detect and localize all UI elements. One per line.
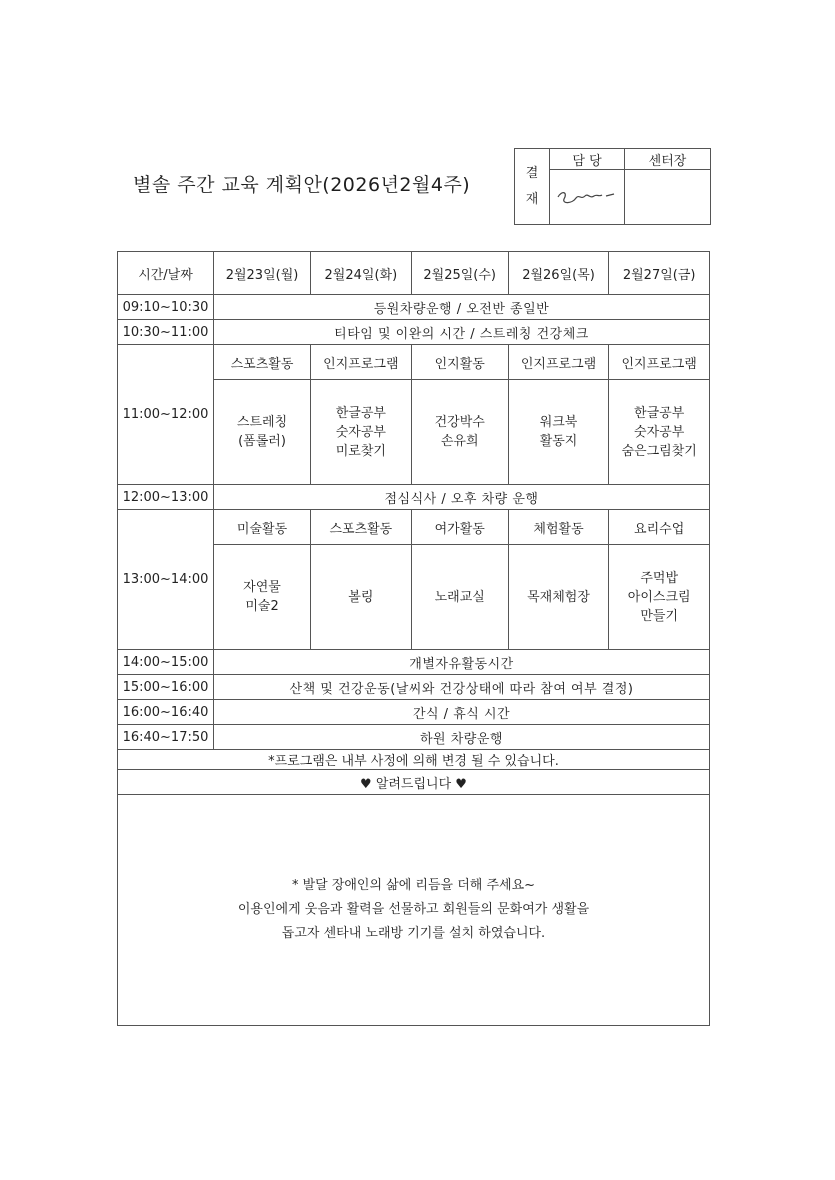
time-cell: 13:00~14:00 bbox=[118, 510, 214, 650]
time-cell: 16:40~17:50 bbox=[118, 725, 214, 750]
schedule-table bbox=[117, 251, 710, 1026]
approval-col-director: 센터장 bbox=[625, 149, 711, 170]
table-row bbox=[118, 725, 710, 750]
table-row bbox=[118, 675, 710, 700]
activity-row bbox=[118, 510, 710, 545]
detail-cell bbox=[214, 545, 311, 650]
detail-line: 건강박수 bbox=[434, 415, 485, 430]
schedule-cell: 티타임 및 이완의 시간 / 스트레칭 건강체크 bbox=[214, 320, 710, 345]
detail-cell bbox=[411, 545, 508, 650]
approval-box bbox=[514, 148, 711, 225]
notice-heading: ♥ 알려드립니다 ♥ bbox=[118, 770, 710, 795]
time-cell: 14:00~15:00 bbox=[118, 650, 214, 675]
notice-line: 돕고자 센타내 노래방 기기를 설치 하였습니다. bbox=[281, 926, 546, 941]
detail-line: 워크북 bbox=[539, 415, 578, 430]
header-day-thu: 2월26일(목) bbox=[508, 252, 609, 295]
detail-line: 목재체험장 bbox=[527, 589, 590, 605]
header-day-tue: 2월24일(화) bbox=[311, 252, 412, 295]
time-cell: 16:00~16:40 bbox=[118, 700, 214, 725]
activity-row bbox=[118, 345, 710, 380]
activity-cell: 인지프로그램 bbox=[609, 345, 710, 380]
schedule-header-row bbox=[118, 252, 710, 295]
table-row bbox=[118, 295, 710, 320]
detail-cell bbox=[311, 545, 412, 650]
header-day-mon: 2월23일(월) bbox=[214, 252, 311, 295]
manager-signature-cell bbox=[550, 170, 625, 225]
detail-line: 활동지 bbox=[539, 434, 578, 449]
activity-cell: 인지활동 bbox=[411, 345, 508, 380]
time-cell: 15:00~16:00 bbox=[118, 675, 214, 700]
time-cell: 10:30~11:00 bbox=[118, 320, 214, 345]
header-day-wed: 2월25일(수) bbox=[411, 252, 508, 295]
approval-side-2: 재 bbox=[525, 191, 539, 207]
detail-line: 숨은그림찾기 bbox=[621, 443, 697, 459]
schedule-cell: 하원 차량운행 bbox=[214, 725, 710, 750]
header-time-date: 시간/날짜 bbox=[118, 252, 214, 295]
activity-cell: 스포츠활동 bbox=[214, 345, 311, 380]
schedule-cell: 점심식사 / 오후 차량 운행 bbox=[214, 485, 710, 510]
time-cell: 12:00~13:00 bbox=[118, 485, 214, 510]
table-row bbox=[118, 650, 710, 675]
activity-cell: 요리수업 bbox=[609, 510, 710, 545]
time-cell: 11:00~12:00 bbox=[118, 345, 214, 485]
schedule-cell: 개별자유활동시간 bbox=[214, 650, 710, 675]
approval-side-label bbox=[515, 149, 550, 225]
schedule-cell: 등원차량운행 / 오전반 종일반 bbox=[214, 295, 710, 320]
table-row bbox=[118, 485, 710, 510]
detail-line: 숫자공부 bbox=[335, 424, 386, 440]
detail-cell bbox=[311, 380, 412, 485]
detail-cell bbox=[508, 380, 609, 485]
detail-line: 자연물 bbox=[243, 580, 281, 595]
detail-line: 볼링 bbox=[348, 589, 374, 605]
notice-heading-row bbox=[118, 770, 710, 795]
activity-cell: 미술활동 bbox=[214, 510, 311, 545]
activity-cell: 인지프로그램 bbox=[311, 345, 412, 380]
detail-cell bbox=[411, 380, 508, 485]
detail-line: 한글공부 bbox=[634, 405, 685, 421]
schedule-cell: 간식 / 휴식 시간 bbox=[214, 700, 710, 725]
detail-line: 손유희 bbox=[440, 434, 479, 449]
schedule-cell: 산책 및 건강운동(날씨와 건강상태에 따라 참여 여부 결정) bbox=[214, 675, 710, 700]
table-row bbox=[118, 700, 710, 725]
detail-line: 만들기 bbox=[640, 608, 679, 624]
detail-line: 아이스크림 bbox=[627, 589, 691, 605]
detail-line: (폼롤러) bbox=[238, 434, 286, 449]
activity-cell: 스포츠활동 bbox=[311, 510, 412, 545]
detail-cell bbox=[609, 380, 710, 485]
notice-line: 이용인에게 웃음과 활력을 선물하고 회원들의 문화여가 생활을 bbox=[237, 902, 590, 917]
detail-line: 노래교실 bbox=[434, 589, 485, 605]
detail-line: 스트레칭 bbox=[236, 415, 288, 430]
notice-body bbox=[118, 795, 710, 1026]
approval-side-1: 결 bbox=[525, 165, 539, 181]
activity-cell: 체험활동 bbox=[508, 510, 609, 545]
page-title: 별솔 주간 교육 계획안(2026년2월4주) bbox=[133, 174, 471, 196]
detail-cell bbox=[609, 545, 710, 650]
activity-cell: 인지프로그램 bbox=[508, 345, 609, 380]
detail-line: 미술2 bbox=[245, 599, 279, 614]
detail-cell bbox=[214, 380, 311, 485]
signature-mark bbox=[554, 184, 620, 210]
director-signature-cell bbox=[625, 170, 711, 225]
header-day-fri: 2월27일(금) bbox=[609, 252, 710, 295]
change-note: *프로그램은 내부 사정에 의해 변경 될 수 있습니다. bbox=[118, 750, 710, 770]
detail-line: 미로찾기 bbox=[335, 443, 386, 459]
detail-line: 주먹밥 bbox=[640, 570, 679, 586]
detail-line: 숫자공부 bbox=[634, 424, 685, 440]
notice-row bbox=[118, 795, 710, 1026]
approval-col-manager: 담 당 bbox=[550, 149, 625, 170]
notice-line: * 발달 장애인의 삶에 리듬을 더해 주세요~ bbox=[291, 878, 536, 893]
detail-line: 한글공부 bbox=[335, 405, 386, 421]
time-cell: 09:10~10:30 bbox=[118, 295, 214, 320]
table-row bbox=[118, 320, 710, 345]
detail-cell bbox=[508, 545, 609, 650]
activity-cell: 여가활동 bbox=[411, 510, 508, 545]
note-row bbox=[118, 750, 710, 770]
